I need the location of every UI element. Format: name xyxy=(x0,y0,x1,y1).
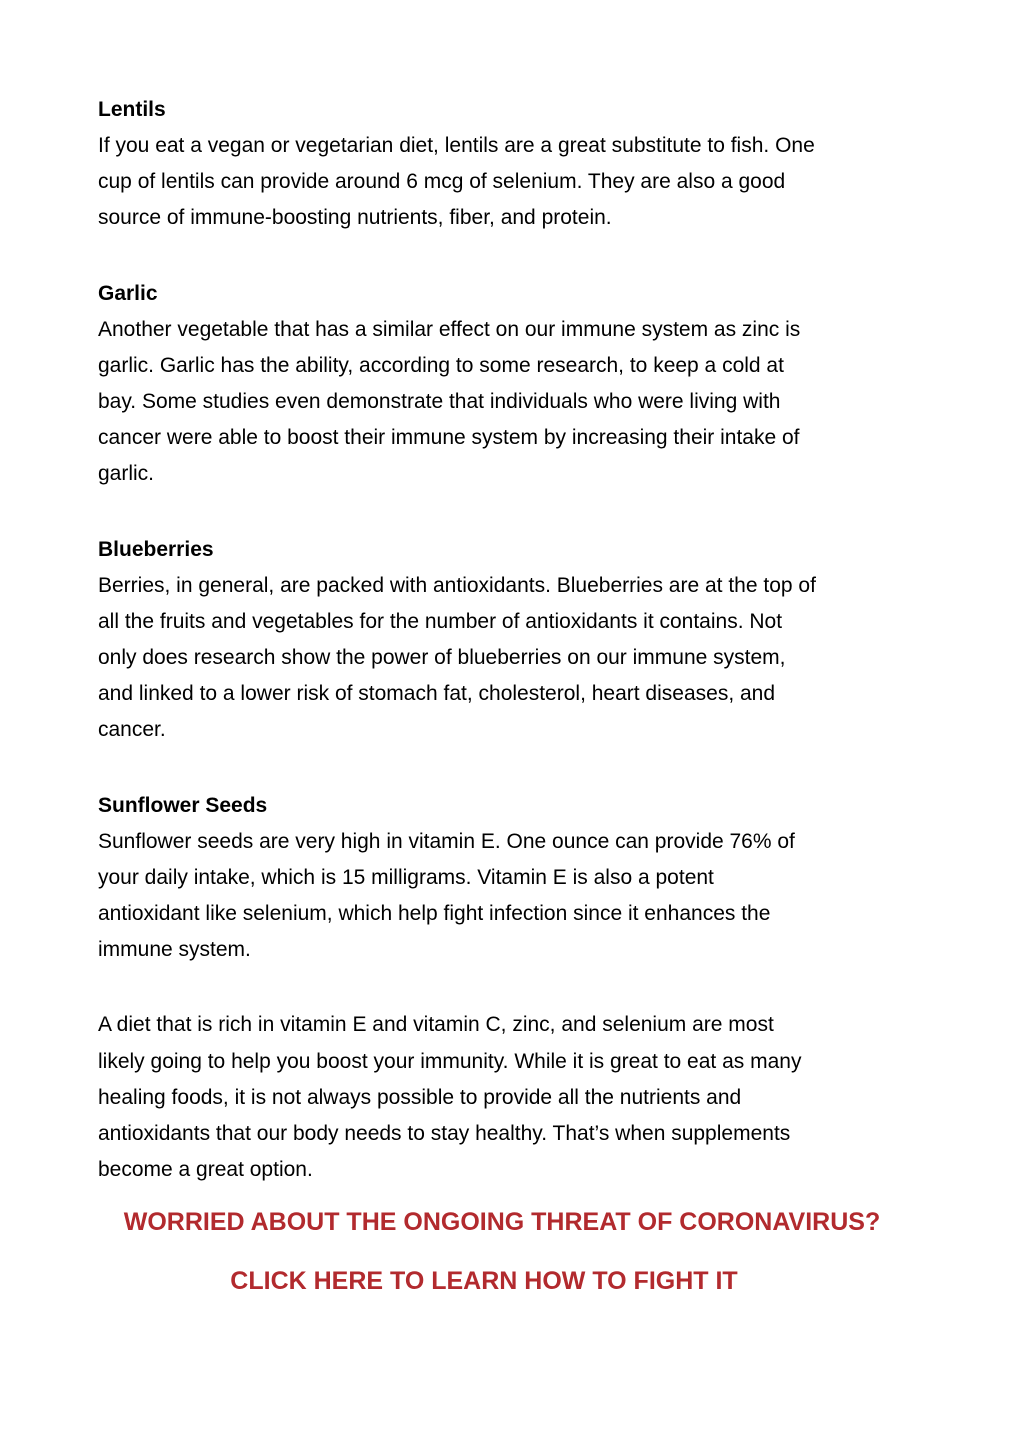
body-line: source of immune-boosting nutrients, fiber, and protein. xyxy=(98,206,612,230)
body-line: healing foods, it is not always possible to provide all the nutrients and xyxy=(98,1085,742,1109)
body-line: cup of lentils can provide around 6 mcg of selenium. They are also a good xyxy=(98,170,786,194)
cta-learn-more-link[interactable]: CLICK HERE TO LEARN HOW TO FIGHT IT xyxy=(230,1267,738,1295)
section-title: Garlic xyxy=(98,281,158,305)
section-lentils xyxy=(98,92,938,237)
body-line: immune system. xyxy=(98,938,251,962)
body-line: cancer were able to boost their immune system by increasing their intake of xyxy=(98,426,800,450)
body-line: antioxidant like selenium, which help fight infection since it enhances the xyxy=(98,902,771,926)
body-line: If you eat a vegan or vegetarian diet, lentils are a great substitute to fish. One xyxy=(98,134,815,157)
section-blueberries xyxy=(98,532,938,749)
cta-headline-link[interactable]: WORRIED ABOUT THE ONGOING THREAT OF CORONAVIRUS? xyxy=(123,1208,881,1236)
body-line: become a great option. xyxy=(98,1158,313,1182)
section-body xyxy=(98,568,938,749)
section-title: Blueberries xyxy=(98,537,214,561)
body-line: likely going to help you boost your immunity. While it is great to eat as many xyxy=(98,1049,802,1073)
body-line: garlic. Garlic has the ability, according to some research, to keep a cold at xyxy=(98,353,784,377)
section-sunflower-seeds xyxy=(98,788,938,969)
body-line: bay. Some studies even demonstrate that individuals who were living with xyxy=(98,390,781,414)
body-line: Another vegetable that has a similar effect on our immune system as zinc is xyxy=(98,317,801,341)
section-title: Lentils xyxy=(98,98,166,121)
body-line: only does research show the power of blueberries on our immune system, xyxy=(98,646,786,670)
section-body xyxy=(98,128,938,237)
body-line: cancer. xyxy=(98,718,166,742)
section-title: Sunflower Seeds xyxy=(98,793,268,817)
body-line: your daily intake, which is 15 milligrams. Vitamin E is also a potent xyxy=(98,865,714,889)
body-line: Berries, in general, are packed with antioxidants. Blueberries are at the top of xyxy=(98,573,816,597)
body-line: antioxidants that our body needs to stay healthy. That’s when supplements xyxy=(98,1122,791,1146)
section-body xyxy=(98,312,938,493)
body-line: A diet that is rich in vitamin E and vitamin C, zinc, and selenium are most xyxy=(98,1013,774,1037)
section-garlic xyxy=(98,276,938,493)
document-page xyxy=(98,92,938,1188)
section-body xyxy=(98,824,938,969)
body-line: Sunflower seeds are very high in vitamin E. One ounce can provide 76% of xyxy=(98,829,795,853)
body-line: garlic. xyxy=(98,462,155,486)
body-line: all the fruits and vegetables for the number of antioxidants it contains. Not xyxy=(98,609,783,633)
closing-paragraph xyxy=(98,1007,938,1188)
body-line: and linked to a lower risk of stomach fat, cholesterol, heart diseases, and xyxy=(98,682,776,706)
